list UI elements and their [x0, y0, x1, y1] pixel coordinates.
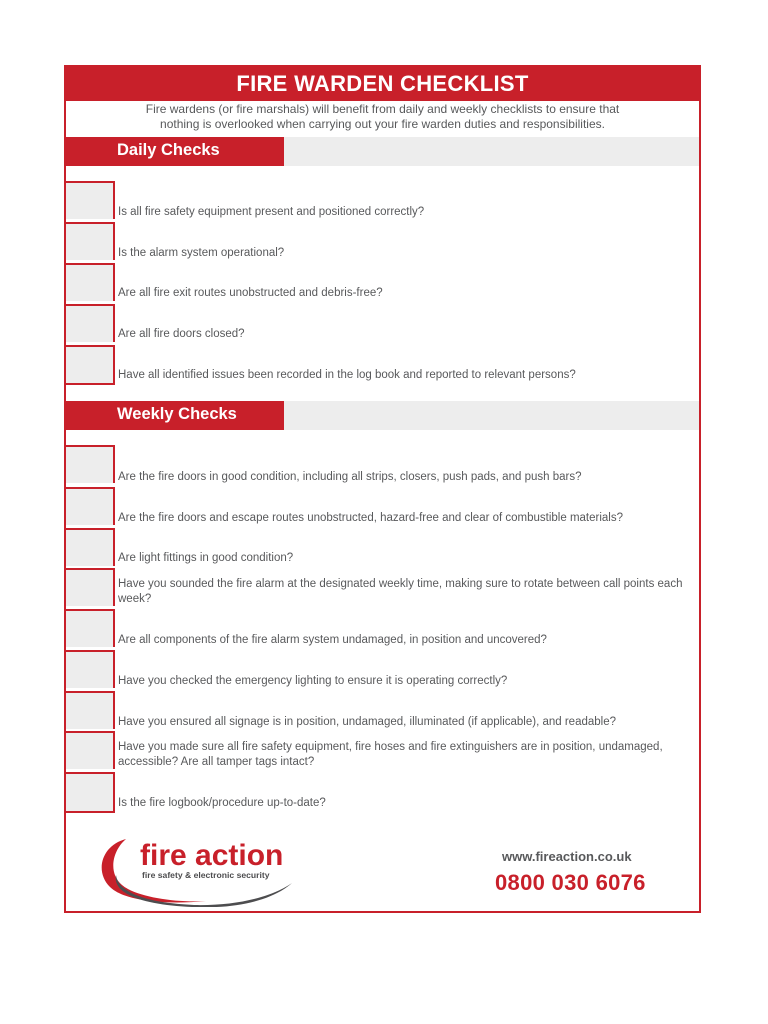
logo-wordmark: fire action — [140, 839, 284, 872]
weekly-checkbox-2[interactable] — [66, 487, 115, 525]
daily-checkbox-1[interactable] — [66, 181, 115, 219]
weekly-question-4: Have you sounded the fire alarm at the designated weekly time, making sure to rotate between call points each week? — [118, 578, 683, 605]
intro-text — [66, 102, 699, 131]
weekly-question-7: Have you ensured all signage is in position, undamaged, illuminated (if applicable), and readable? — [118, 716, 617, 728]
weekly-checkbox-4[interactable] — [66, 568, 115, 606]
weekly-question-3: Are light fittings in good condition? — [118, 552, 294, 564]
weekly-question-8: Have you made sure all fire safety equipment, fire hoses and fire extinguishers are in position, undamaged, accessible? Are all tamper tags intact? — [118, 741, 663, 768]
weekly-checkbox-7[interactable] — [66, 691, 115, 729]
weekly-section-title: Weekly Checks — [66, 401, 284, 430]
daily-section-header — [66, 137, 699, 166]
daily-question-5: Have all identified issues been recorded in the log book and reported to relevant persons? — [118, 369, 576, 381]
weekly-question-1: Are the fire doors in good condition, including all strips, closers, push pads, and push bars? — [118, 471, 582, 483]
weekly-question-6: Have you checked the emergency lighting to ensure it is operating correctly? — [118, 675, 508, 687]
weekly-checkbox-8[interactable] — [66, 731, 115, 769]
weekly-question-2: Are the fire doors and escape routes unobstructed, hazard-free and clear of combustible materials? — [118, 512, 624, 524]
daily-checkbox-5[interactable] — [66, 345, 115, 385]
daily-question-1: Is all fire safety equipment present and positioned correctly? — [118, 206, 425, 218]
daily-question-4: Are all fire doors closed? — [118, 328, 245, 340]
phone-number[interactable]: 0800 030 6076 — [495, 870, 646, 895]
weekly-checkbox-5[interactable] — [66, 609, 115, 647]
daily-question-2: Is the alarm system operational? — [118, 247, 285, 259]
weekly-checkbox-1[interactable] — [66, 445, 115, 483]
weekly-question-5: Are all components of the fire alarm system undamaged, in position and uncovered? — [118, 634, 547, 646]
daily-checkbox-4[interactable] — [66, 304, 115, 342]
daily-checkbox-2[interactable] — [66, 222, 115, 260]
daily-checkbox-3[interactable] — [66, 263, 115, 301]
logo-tagline: fire safety & electronic security — [142, 870, 270, 880]
page-title: FIRE WARDEN CHECKLIST — [66, 67, 699, 101]
website-link[interactable]: www.fireaction.co.uk — [502, 849, 632, 864]
weekly-checkbox-9[interactable] — [66, 772, 115, 813]
daily-question-3: Are all fire exit routes unobstructed and debris-free? — [118, 287, 383, 299]
checklist-frame — [64, 65, 701, 913]
logo-swoosh-icon — [96, 831, 306, 907]
intro-line: Fire wardens (or fire marshals) will benefit from daily and weekly checklists to ensure that — [145, 102, 620, 116]
fire-action-logo — [96, 831, 306, 907]
daily-section-title: Daily Checks — [66, 137, 284, 166]
intro-line: nothing is overlooked when carrying out your fire warden duties and responsibilities. — [160, 116, 605, 131]
weekly-checkbox-3[interactable] — [66, 528, 115, 566]
weekly-question-9: Is the fire logbook/procedure up-to-date? — [118, 797, 326, 809]
weekly-section-header — [66, 401, 699, 430]
weekly-checkbox-6[interactable] — [66, 650, 115, 688]
